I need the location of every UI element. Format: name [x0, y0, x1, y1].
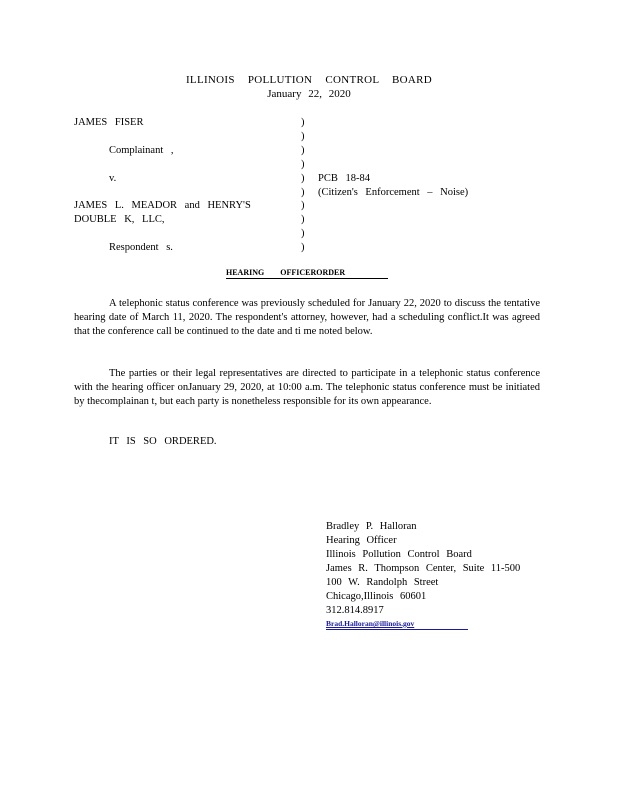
complainant-name: JAMES FISER: [74, 117, 144, 128]
case-type: (Citizen's Enforcement – Noise): [318, 187, 469, 198]
signer-organization: Illinois Pollution Control Board: [326, 549, 472, 560]
caption-paren: ): [301, 187, 305, 198]
respondent-name-line2: DOUBLE K, LLC,: [74, 214, 165, 225]
order-title: HEARING OFFICERORDER: [226, 268, 388, 279]
signer-street: 100 W. Randolph Street: [326, 577, 439, 588]
signer-city: Chicago,Illinois 60601: [326, 591, 427, 602]
signer-title: Hearing Officer: [326, 535, 397, 546]
caption-paren: ): [301, 242, 305, 253]
document-date: January 22, 2020: [267, 88, 351, 100]
case-number: PCB 18-84: [318, 173, 370, 184]
closing-statement: IT IS SO ORDERED.: [109, 436, 217, 447]
versus-label: v.: [109, 173, 117, 184]
respondent-name-line1: JAMES L. MEADOR and HENRY'S: [74, 200, 251, 211]
body-paragraph-2: The parties or their legal representatives are directed to participate in a telephonic status conference with the hearing officer onJanuary 29, 2020, at 10:00 a.m. The telephonic status conference must be initiated by thecomplainan t, but each party is nonetheless responsible for its own appearance.: [74, 368, 540, 407]
caption-paren: ): [301, 131, 305, 142]
caption-paren: ): [301, 117, 305, 128]
agency-heading: ILLINOIS POLLUTION CONTROL BOARD: [185, 74, 433, 86]
respondent-role: Respondent s.: [109, 242, 173, 253]
caption-paren: ): [301, 159, 305, 170]
caption-paren: ): [301, 173, 305, 184]
signer-building: James R. Thompson Center, Suite 11-500: [326, 563, 521, 574]
signer-name: Bradley P. Halloran: [326, 521, 417, 532]
complainant-role: Complainant ,: [109, 145, 174, 156]
caption-paren: ): [301, 200, 305, 211]
caption-paren: ): [301, 228, 305, 239]
body-paragraph-1: A telephonic status conference was previously scheduled for January 22, 2020 to discuss the tentative hearing date of March 11, 2020. The respondent's attorney, however, had a scheduling conflict.It was agreed that the conference call be continued to the date and ti me noted below.: [74, 298, 540, 337]
signer-phone: 312.814.8917: [326, 605, 384, 616]
caption-paren: ): [301, 145, 305, 156]
caption-paren: ): [301, 214, 305, 225]
signer-email-link[interactable]: Brad.Halloran@illinois.gov: [326, 618, 468, 630]
